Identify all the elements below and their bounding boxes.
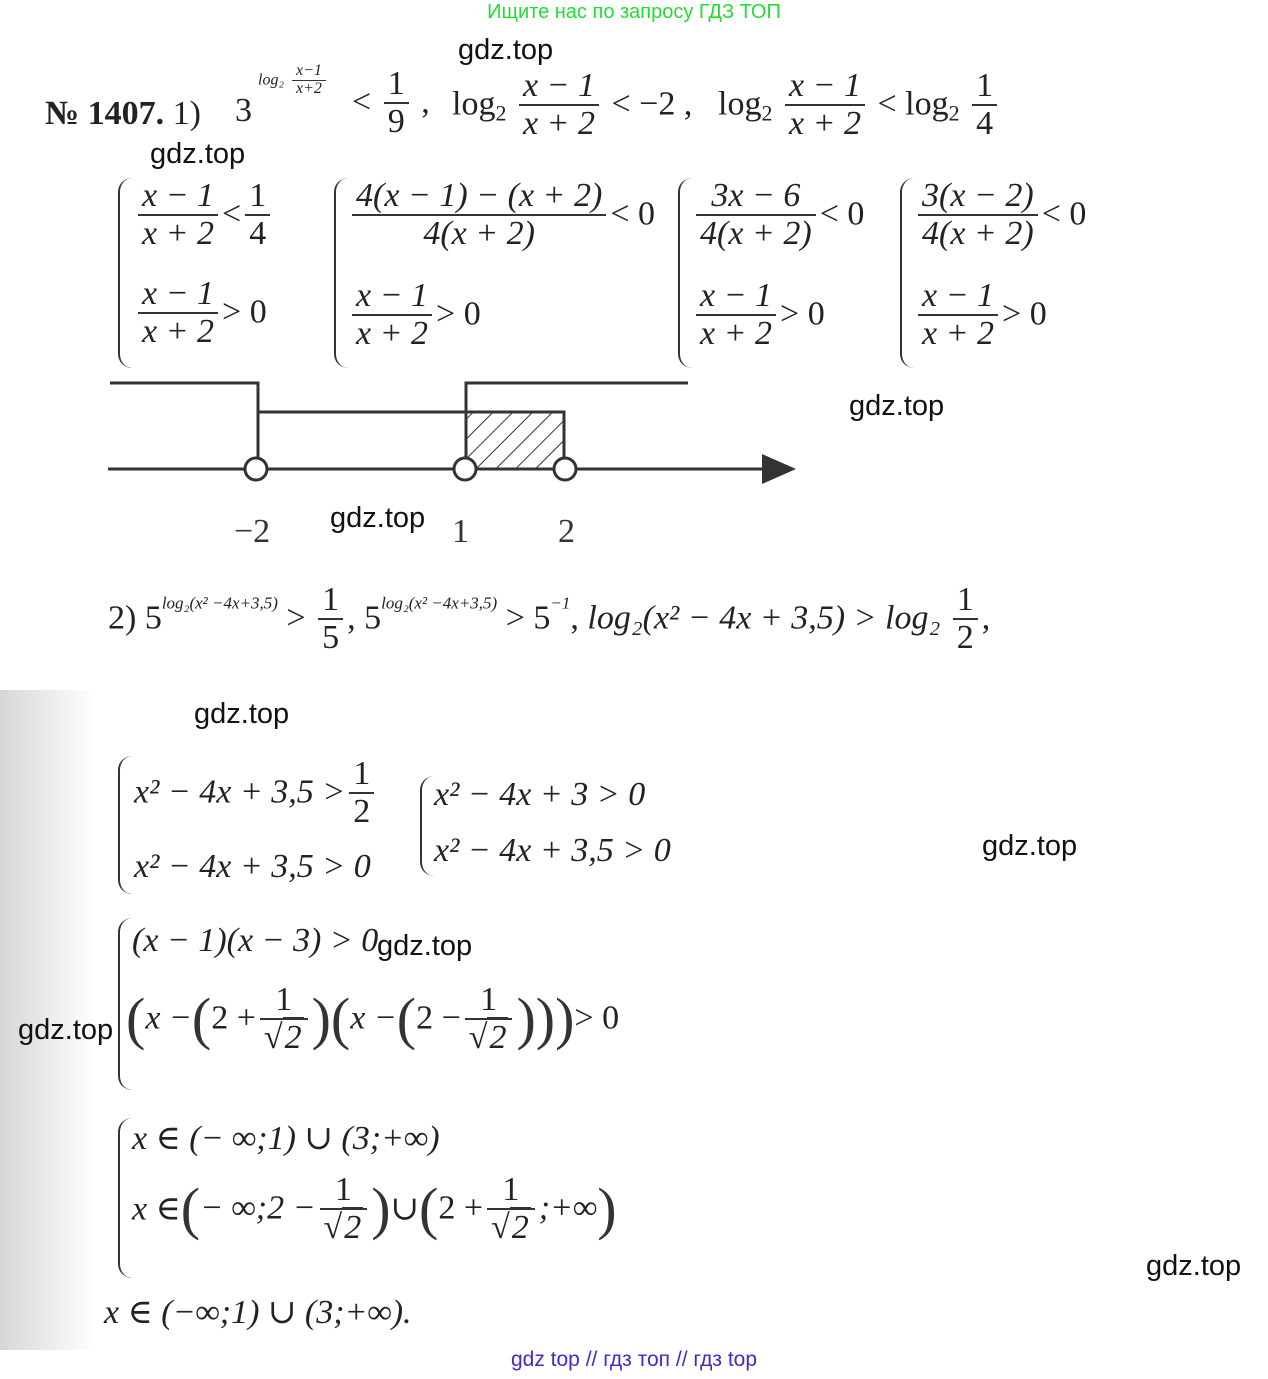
rhs-one-ninth: < $\frac{1}{9}$ , [352, 65, 430, 140]
part2-half-num: 1 [953, 582, 978, 620]
sysC-frac-2-den: √2 [468, 1018, 507, 1056]
s2r1-op: < 0 [610, 195, 655, 233]
s1r1-num: x − 1 [138, 178, 218, 216]
sysC-frac-1 [260, 982, 308, 1055]
final-answer: x ∈ (−∞;1) ∪ (3;+∞). [104, 1294, 412, 1331]
s4r2-num: x − 1 [918, 278, 998, 316]
s4r2-frac [918, 278, 998, 351]
sysC-c: x − [350, 999, 397, 1037]
watermark-7: gdz.top [377, 930, 473, 962]
sysD-frac-1 [320, 1172, 368, 1245]
sysC-root-1: 2 [284, 1018, 302, 1056]
system-c-row-2: (x −(2 + $\frac{1}{√2}$ )(x −(2 − $\frac{1}{√2}$ )))> 0 [126, 981, 620, 1056]
sysD-union: ∪ [390, 1190, 420, 1228]
solution-hatch [466, 412, 564, 469]
log-step-2-fraction [519, 68, 599, 141]
part2-fifth-num: 1 [318, 582, 343, 620]
log-step-3-rhs-den: 4 [976, 104, 994, 142]
s4r1-den: 4(x + 2) [922, 214, 1034, 252]
log-step-2-rhs: < −2 , [611, 85, 693, 123]
log-step-3-rhs-fraction [972, 68, 997, 141]
s2r2-num: x − 1 [352, 278, 432, 316]
part2-log-expr: log₂(x² − 4x + 3,5) > log₂ [587, 599, 941, 637]
tick-label-one: 1 [452, 513, 469, 550]
system-1-row-1 [134, 178, 274, 251]
log-step-3-fraction [785, 68, 865, 141]
system-d-row-1: x ∈ (− ∞;1) ∪ (3;+∞) [132, 1120, 440, 1157]
sysD-frac-1-num: 1 [320, 1172, 368, 1210]
s4r1-num: 3(x − 2) [918, 178, 1038, 216]
part2-line: 2) $5^{log_2(x^2 -4x+3,5)}$ > $\frac{1}{5}$ , $5^{log_2(x^2 -4x+3,5)} > 5^{-1}$, log₂(x² − 4x + 3,5) > log₂ $\frac{1}{2}$ , [108, 581, 991, 656]
s3r2-frac [696, 278, 776, 351]
s3r2-op: > 0 [780, 295, 825, 333]
log-base: 2 [495, 100, 507, 126]
s1r1-rnum: 1 [245, 178, 270, 216]
problem-number: № 1407. [45, 95, 165, 132]
system-1-row-2 [134, 276, 267, 349]
part1-label: 1) [172, 95, 201, 132]
system-2 [334, 178, 656, 368]
system-4-row-1 [914, 178, 1086, 251]
system-a [118, 756, 400, 894]
watermark-2: gdz.top [150, 138, 246, 170]
s4r1-frac [918, 178, 1038, 251]
s2r2-frac [352, 278, 432, 351]
s2r1-den: 4(x + 2) [423, 214, 535, 252]
exponent-log: log₂ [258, 71, 285, 89]
s1r2-op: > 0 [222, 293, 267, 331]
s1r1-den: x + 2 [142, 214, 215, 252]
tick-label-minus-two: −2 [234, 513, 271, 550]
sysD-frac-2-den: √2 [491, 1208, 529, 1246]
watermark-4: gdz.top [330, 502, 426, 534]
sysC-end: > 0 [574, 999, 620, 1037]
fraction-one-ninth [384, 66, 409, 139]
part2-half-den: 2 [956, 618, 974, 656]
open-point-minus-two [245, 458, 267, 480]
log-step-3: $\log_2$ $\frac{x - 1}{x + 2}$ < $\log_2$ $\frac{1}{4}$ [718, 68, 1001, 141]
system-3 [678, 178, 880, 368]
part2-frac-one-fifth [318, 582, 343, 655]
s3r2-num: x − 1 [696, 278, 776, 316]
part2-exponent: log₂(x² −4x+3,5) [161, 593, 278, 613]
tick-label-two: 2 [558, 513, 575, 550]
sysD-frac-2 [487, 1172, 535, 1245]
system-a-row-2: x² − 4x + 3,5 > 0 [134, 848, 371, 885]
part1-exponential-inequality [235, 92, 252, 130]
s2r2-op: > 0 [436, 295, 481, 333]
s2r1-frac [352, 178, 606, 251]
s1r1-rfrac [245, 178, 270, 251]
system-4 [900, 178, 1112, 368]
interval-bracket-left [110, 383, 258, 469]
part2-rhs2: > 5 [505, 599, 551, 637]
sysD-frac-2-num: 1 [487, 1172, 535, 1210]
system-b-row-2: x² − 4x + 3,5 > 0 [434, 832, 671, 869]
open-point-two [554, 458, 576, 480]
system-1 [118, 178, 320, 368]
s1r1-rden: 4 [249, 214, 267, 252]
watermark-8: gdz.top [18, 1014, 114, 1046]
s2r2-den: x + 2 [356, 314, 429, 352]
system-d-row-2: x ∈(− ∞;2 − $\frac{1}{√2}$ )∪(2 + $\frac{1}{√2}$ ;+∞) [132, 1171, 617, 1246]
s3r1-op: < 0 [819, 195, 865, 233]
log-step-3-rhs-num: 1 [972, 68, 997, 106]
sysD-root-2: 2 [511, 1208, 529, 1246]
exponent-denominator: x+2 [296, 79, 322, 97]
system-3-row-1 [692, 178, 864, 251]
part2-exponent-2: log₂(x² −4x+3,5) [381, 593, 498, 613]
top-banner: Ищите нас по запросу ГДЗ ТОП [487, 1, 781, 23]
log-step-3-den: x + 2 [788, 104, 861, 142]
s1r1-frac [138, 178, 218, 251]
sysC-b: 2 + [211, 999, 256, 1037]
s2r1-num: 4(x − 1) − (x + 2) [352, 178, 606, 216]
sysD-root-1: 2 [344, 1208, 362, 1246]
system-3-row-2 [692, 278, 825, 351]
sysD-e: ;+∞ [538, 1189, 598, 1227]
sysC-a: x − [145, 999, 192, 1037]
watermark-5: gdz.top [194, 698, 290, 730]
sysA-r1-text: x² − 4x + 3,5 > [134, 773, 346, 811]
sysD-b: − ∞;2 − [200, 1189, 316, 1227]
system-2-row-1 [348, 178, 655, 251]
log-step-3-num: x − 1 [785, 68, 865, 106]
sysC-frac-2-num: 1 [465, 982, 513, 1020]
log-step-2-num: x − 1 [519, 68, 599, 106]
watermark-6: gdz.top [982, 830, 1078, 862]
part2-label: 2) [108, 599, 137, 637]
axis-arrow [762, 454, 796, 484]
sysC-frac-1-num: 1 [260, 982, 308, 1020]
watermark-1: gdz.top [458, 34, 554, 66]
watermark-3: gdz.top [849, 390, 945, 422]
system-d [118, 1118, 680, 1278]
exponent-fraction [292, 63, 326, 98]
s3r2-den: x + 2 [700, 314, 773, 352]
s1r2-den: x + 2 [142, 312, 215, 350]
log-step-2 [452, 68, 692, 141]
s4r1-op: < 0 [1041, 195, 1087, 233]
system-b-row-1: x² − 4x + 3 > 0 [434, 776, 646, 813]
s4r2-den: x + 2 [922, 314, 995, 352]
exponent-block [258, 63, 330, 98]
one-ninth-den: 9 [387, 102, 405, 140]
sysD-frac-1-den: √2 [323, 1208, 362, 1246]
sysC-frac-1-den: √2 [263, 1018, 302, 1056]
part2-frac-one-half [953, 582, 978, 655]
system-2-row-2 [348, 278, 481, 351]
part2-rhs2-exp: −1 [550, 593, 571, 613]
open-point-one [454, 458, 476, 480]
watermark-9: gdz.top [1146, 1250, 1242, 1282]
sysC-frac-2 [465, 982, 513, 1055]
system-4-row-2 [914, 278, 1047, 351]
s4r2-op: > 0 [1002, 295, 1047, 333]
base-three: 3 [235, 92, 252, 129]
s1r2-frac [138, 276, 218, 349]
sysD-a: x ∈ [132, 1190, 181, 1228]
sysD-d: 2 + [438, 1189, 484, 1227]
part2-base: 5 [144, 599, 162, 637]
log-step-2-den: x + 2 [522, 104, 595, 142]
sysC-d: 2 − [416, 999, 461, 1037]
system-c-row-1: (x − 1)(x − 3) > 0 [132, 922, 379, 959]
s3r1-den: 4(x + 2) [700, 214, 812, 252]
system-a-row-1 [134, 756, 378, 829]
s3r1-frac [696, 178, 816, 251]
bottom-banner: gdz top // гдз топ // гдз top [510, 1348, 758, 1371]
sysA-r1-frac [349, 756, 374, 829]
one-ninth-num: 1 [384, 66, 409, 104]
problem-heading-line [45, 95, 201, 133]
sysA-r1-num: 1 [349, 756, 374, 794]
s3r1-num: 3x − 6 [696, 178, 816, 216]
s1r2-num: x − 1 [138, 276, 218, 314]
s1r1-op: < [222, 195, 242, 233]
part2-fifth-den: 5 [322, 618, 340, 656]
sysA-r1-den: 2 [353, 792, 371, 830]
sysC-root-2: 2 [489, 1018, 507, 1056]
exponent-numerator: x−1 [292, 63, 326, 81]
system-b [420, 776, 702, 876]
log-text: log [452, 85, 496, 123]
